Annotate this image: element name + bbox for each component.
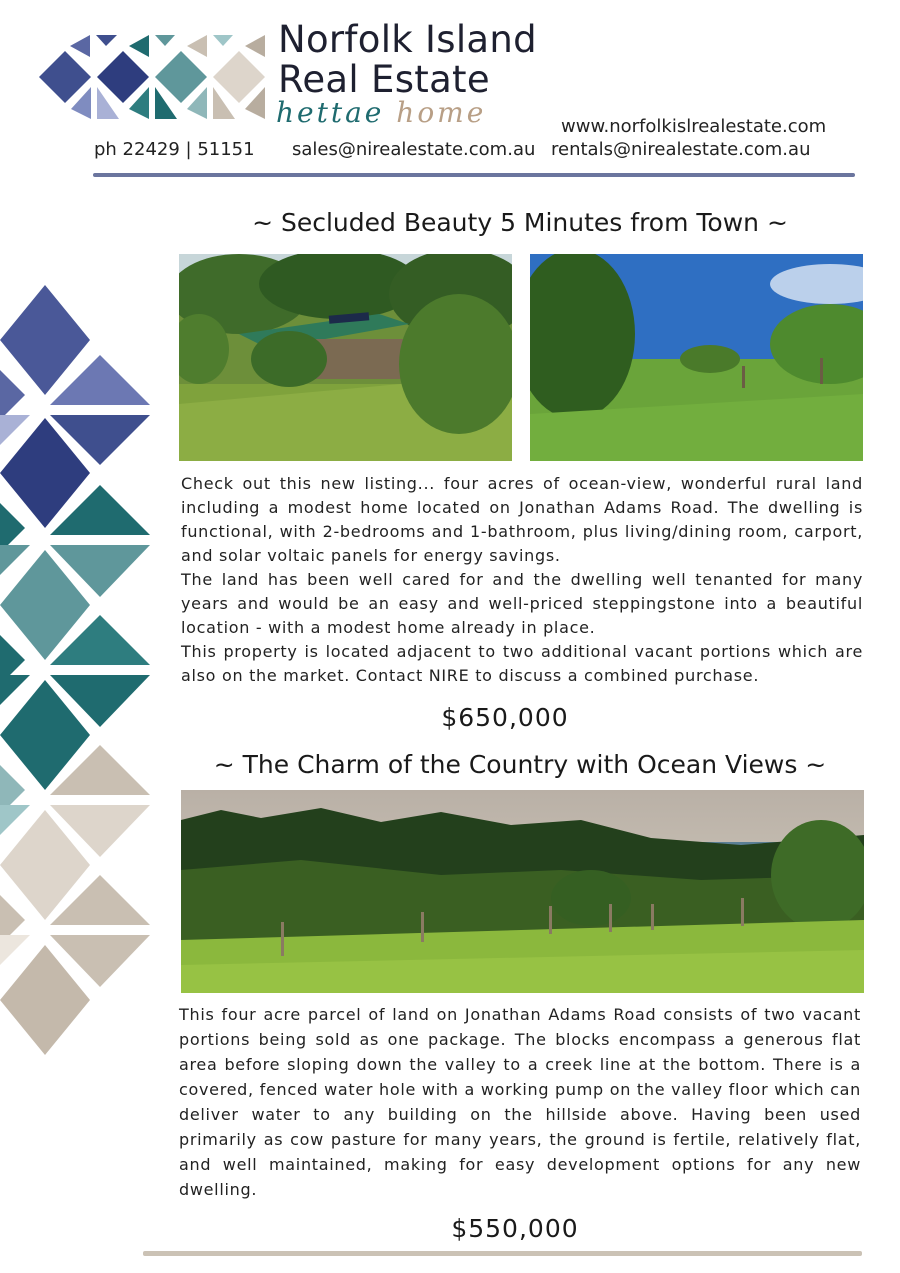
listing1-house-photo <box>179 254 512 461</box>
listing1-paragraph: Check out this new listing... four acres of ocean-view, wonderful rural land including a modest home located on Jonathan Adams Road. The dwelling is functional, with 2-bedrooms and 1-bathroom, plus living/dining room, carport, and solar voltaic panels for energy savings. <box>181 474 863 565</box>
listing1-paragraph: This property is located adjacent to two additional vacant portions which are also on the market. Contact NIRE to discuss a combined purchase. <box>181 642 863 685</box>
brand-name-line2: Real Estate <box>278 58 490 101</box>
listing1-description <box>181 472 863 688</box>
footer-divider <box>143 1251 862 1256</box>
brand-name <box>278 20 537 100</box>
listing2-title: ~ The Charm of the Country with Ocean Views ~ <box>213 750 827 779</box>
listing2-valley-photo <box>181 790 864 993</box>
brand-subtitle <box>276 96 486 129</box>
listing2-price: $550,000 <box>451 1214 579 1243</box>
brand-subtitle-part2: home <box>396 96 487 129</box>
listing1-price: $650,000 <box>441 703 569 732</box>
listing2-paragraph: This four acre parcel of land on Jonathan Adams Road consists of two vacant portions being sold as one package. The blocks encompass a generous flat area before sloping down the valley to a creek line at the bottom. There is a covered, fenced water hole with a working pump on the valley floor which can deliver water to any building on the hillside above. Having been used primarily as cow pasture for many years, the ground is fertile, relatively flat, and well maintained, making for easy development options for any new dwelling. <box>179 1005 861 1199</box>
brand-subtitle-part1: hettae <box>276 96 385 129</box>
listing2-description <box>179 1002 861 1202</box>
listing1-paddock-photo <box>530 254 863 461</box>
listing1-title: ~ Secluded Beauty 5 Minutes from Town ~ <box>252 208 788 237</box>
side-mosaic-decoration <box>0 285 150 1060</box>
website-link[interactable]: www.norfolkislrealestate.com <box>561 116 827 137</box>
rentals-email-link[interactable]: rentals@nirealestate.com.au <box>551 139 811 160</box>
header-divider <box>93 173 855 177</box>
sales-email-link[interactable]: sales@nirealestate.com.au <box>292 139 536 160</box>
phone-number: ph 22429 | 51151 <box>94 139 255 160</box>
listing1-paragraph: The land has been well cared for and the dwelling well tenanted for many years and would be an easy and well-priced steppingstone into a beautiful location - with a modest home already in place. <box>181 570 863 637</box>
logo-mosaic <box>36 32 266 122</box>
brand-name-line1: Norfolk Island <box>278 18 537 61</box>
